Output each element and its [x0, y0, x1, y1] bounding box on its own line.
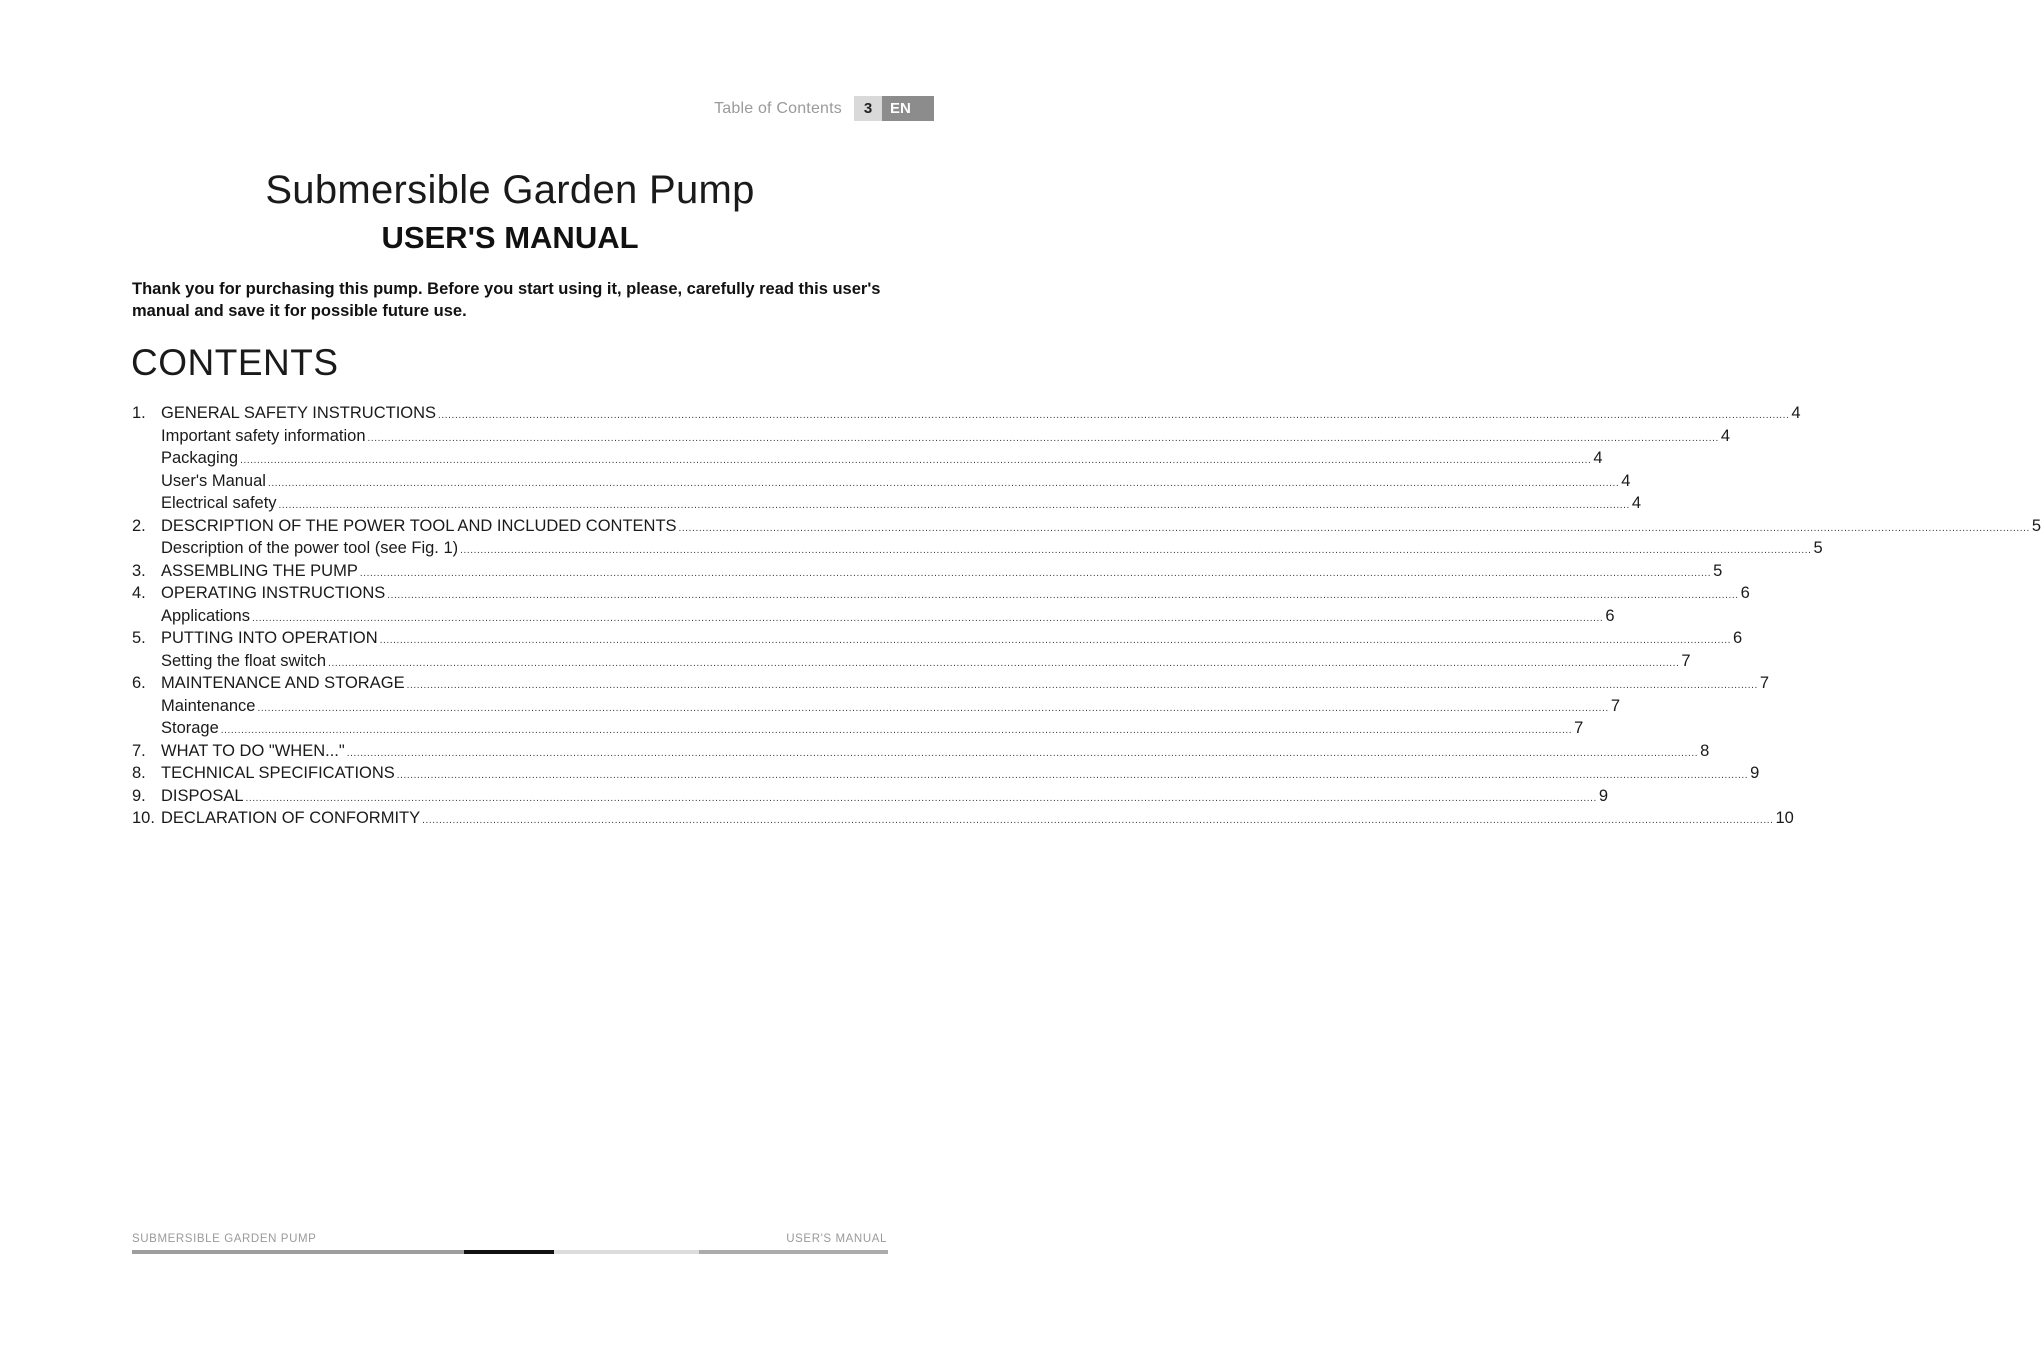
- toc-dot-leader: ................................................................................................................................................................................................................................................................................................................................................................................................................: [267, 477, 1620, 489]
- toc-entry-label: Storage: [161, 719, 219, 737]
- toc-entry-page: 8: [1700, 741, 1710, 760]
- toc-entry[interactable]: [132, 404, 1801, 427]
- toc-entry-page: 5: [1813, 539, 1823, 557]
- toc-dot-leader: ................................................................................................................................................................................................................................................................................................................................................................................................................: [240, 455, 1592, 466]
- toc-entry-page: 4: [1631, 494, 1642, 512]
- page-header: [714, 96, 934, 121]
- toc-entry-number: 10.: [132, 809, 155, 827]
- toc-entry-label: WHAT TO DO "WHEN...": [161, 741, 345, 760]
- toc-entry-page: 10: [1775, 809, 1794, 827]
- toc-entry-number: 2.: [132, 516, 146, 535]
- toc-entry-label: User's Manual: [161, 471, 266, 490]
- toc-entry-label: Electrical safety: [161, 494, 277, 512]
- toc-dot-leader: ................................................................................................................................................................................................................................................................................................................................................................................................................: [438, 410, 1790, 421]
- toc-entry-number: 9.: [132, 786, 146, 805]
- toc-entry[interactable]: [132, 809, 1794, 832]
- toc-entry[interactable]: [132, 539, 1823, 562]
- toc-entry-page: 9: [1750, 764, 1760, 782]
- toc-entry-page: 6: [1740, 584, 1750, 602]
- toc-entry[interactable]: [132, 719, 1584, 742]
- toc-entry[interactable]: [132, 449, 1603, 472]
- toc-dot-leader: ................................................................................................................................................................................................................................................................................................................................................................................................................: [278, 500, 1630, 511]
- toc-entry-label: DESCRIPTION OF THE POWER TOOL AND INCLUDED CONTENTS: [161, 516, 677, 535]
- footer-rule: [132, 1250, 888, 1254]
- toc-entry-number: 4.: [132, 584, 146, 602]
- toc-entry-page: 5: [1713, 561, 1723, 580]
- header-section-title: Table of Contents: [714, 100, 842, 117]
- toc-entry-page: 6: [1732, 629, 1743, 647]
- toc-entry-label: Important safety information: [161, 426, 366, 445]
- toc-dot-leader: ................................................................................................................................................................................................................................................................................................................................................................................................................: [387, 590, 1739, 601]
- toc-entry-number: 1.: [132, 404, 146, 422]
- toc-dot-leader: ................................................................................................................................................................................................................................................................................................................................................................................................................: [251, 612, 1604, 624]
- toc-entry[interactable]: [132, 786, 1609, 810]
- toc-entry-page: 5: [2031, 516, 2041, 535]
- toc-entry-label: TECHNICAL SPECIFICATIONS: [161, 764, 395, 782]
- toc-entry-label: Maintenance: [161, 696, 256, 715]
- toc-entry-page: 4: [1621, 471, 1631, 490]
- toc-entry-label: PUTTING INTO OPERATION: [161, 629, 378, 647]
- toc-entry-number: 5.: [132, 629, 146, 647]
- toc-entry-label: GENERAL SAFETY INSTRUCTIONS: [161, 404, 437, 422]
- toc-entry-page: 4: [1791, 404, 1801, 422]
- toc-entry-label: ASSEMBLING THE PUMP: [161, 561, 358, 580]
- toc-entry-label: Applications: [161, 606, 250, 625]
- toc-entry-label: MAINTENANCE AND STORAGE: [161, 674, 405, 692]
- toc-dot-leader: ................................................................................................................................................................................................................................................................................................................................................................................................................: [220, 725, 1573, 736]
- header-page-number: 3: [854, 96, 882, 121]
- document-title: Submersible Garden Pump: [265, 168, 755, 212]
- toc-dot-leader: ................................................................................................................................................................................................................................................................................................................................................................................................................: [328, 657, 1680, 669]
- toc-dot-leader: ................................................................................................................................................................................................................................................................................................................................................................................................................: [245, 792, 1597, 804]
- table-of-contents: [132, 404, 2041, 832]
- contents-heading: CONTENTS: [131, 342, 339, 383]
- toc-dot-leader: ................................................................................................................................................................................................................................................................................................................................................................................................................: [678, 522, 2030, 534]
- header-language-badge: EN: [882, 96, 934, 121]
- toc-entry-number: 7.: [132, 741, 146, 760]
- toc-entry-number: 3.: [132, 561, 146, 580]
- toc-entry[interactable]: [132, 674, 1770, 697]
- toc-dot-leader: ................................................................................................................................................................................................................................................................................................................................................................................................................: [257, 702, 1609, 714]
- footer-rule-segment: [554, 1250, 699, 1254]
- toc-entry[interactable]: [132, 584, 1750, 607]
- toc-dot-leader: ................................................................................................................................................................................................................................................................................................................................................................................................................: [379, 635, 1731, 646]
- toc-entry[interactable]: [132, 651, 1691, 675]
- toc-entry[interactable]: [132, 516, 2041, 540]
- footer-rule-segment: [132, 1250, 464, 1254]
- toc-dot-leader: ................................................................................................................................................................................................................................................................................................................................................................................................................: [359, 567, 1712, 579]
- footer-rule-segment: [464, 1250, 554, 1254]
- toc-entry-page: 7: [1759, 674, 1770, 692]
- toc-dot-leader: ................................................................................................................................................................................................................................................................................................................................................................................................................: [346, 747, 1699, 759]
- toc-entry-page: 4: [1720, 426, 1731, 445]
- toc-entry-page: 4: [1593, 449, 1603, 467]
- toc-dot-leader: ................................................................................................................................................................................................................................................................................................................................................................................................................: [367, 432, 1719, 444]
- toc-entry-page: 7: [1681, 651, 1691, 670]
- toc-dot-leader: ................................................................................................................................................................................................................................................................................................................................................................................................................: [406, 680, 1758, 691]
- toc-entry[interactable]: [132, 471, 1631, 495]
- toc-dot-leader: ................................................................................................................................................................................................................................................................................................................................................................................................................: [396, 770, 1749, 781]
- toc-entry-number: 6.: [132, 674, 146, 692]
- toc-entry-page: 7: [1610, 696, 1620, 715]
- toc-entry-page: 9: [1598, 786, 1609, 805]
- toc-entry-number: 8.: [132, 764, 146, 782]
- toc-entry[interactable]: [132, 561, 1723, 585]
- toc-entry[interactable]: [132, 606, 1615, 630]
- toc-entry[interactable]: [132, 741, 1710, 765]
- toc-entry-label: Setting the float switch: [161, 651, 327, 670]
- footer-left-text: SUBMERSIBLE GARDEN PUMP: [132, 1233, 317, 1245]
- toc-entry[interactable]: [132, 494, 1642, 517]
- toc-dot-leader: ................................................................................................................................................................................................................................................................................................................................................................................................................: [460, 545, 1812, 556]
- toc-dot-leader: ................................................................................................................................................................................................................................................................................................................................................................................................................: [422, 815, 1774, 826]
- toc-entry-label: Description of the power tool (see Fig. 1): [161, 539, 459, 557]
- toc-entry-label: OPERATING INSTRUCTIONS: [161, 584, 386, 602]
- toc-entry[interactable]: [132, 629, 1743, 652]
- toc-entry-label: DECLARATION OF CONFORMITY: [161, 809, 421, 827]
- toc-entry-label: DISPOSAL: [161, 786, 244, 805]
- toc-entry-label: Packaging: [161, 449, 239, 467]
- intro-paragraph: Thank you for purchasing this pump. Before you start using it, please, carefully read this user's manual and save it for possible future use.: [132, 280, 881, 320]
- footer-right-text: USER'S MANUAL: [786, 1233, 887, 1245]
- document-subtitle: USER'S MANUAL: [381, 220, 639, 255]
- toc-entry[interactable]: [132, 696, 1620, 720]
- toc-entry[interactable]: [132, 764, 1760, 787]
- toc-entry-page: 6: [1605, 606, 1615, 625]
- toc-entry[interactable]: [132, 426, 1731, 450]
- toc-entry-page: 7: [1574, 719, 1584, 737]
- footer-rule-segment: [699, 1250, 888, 1254]
